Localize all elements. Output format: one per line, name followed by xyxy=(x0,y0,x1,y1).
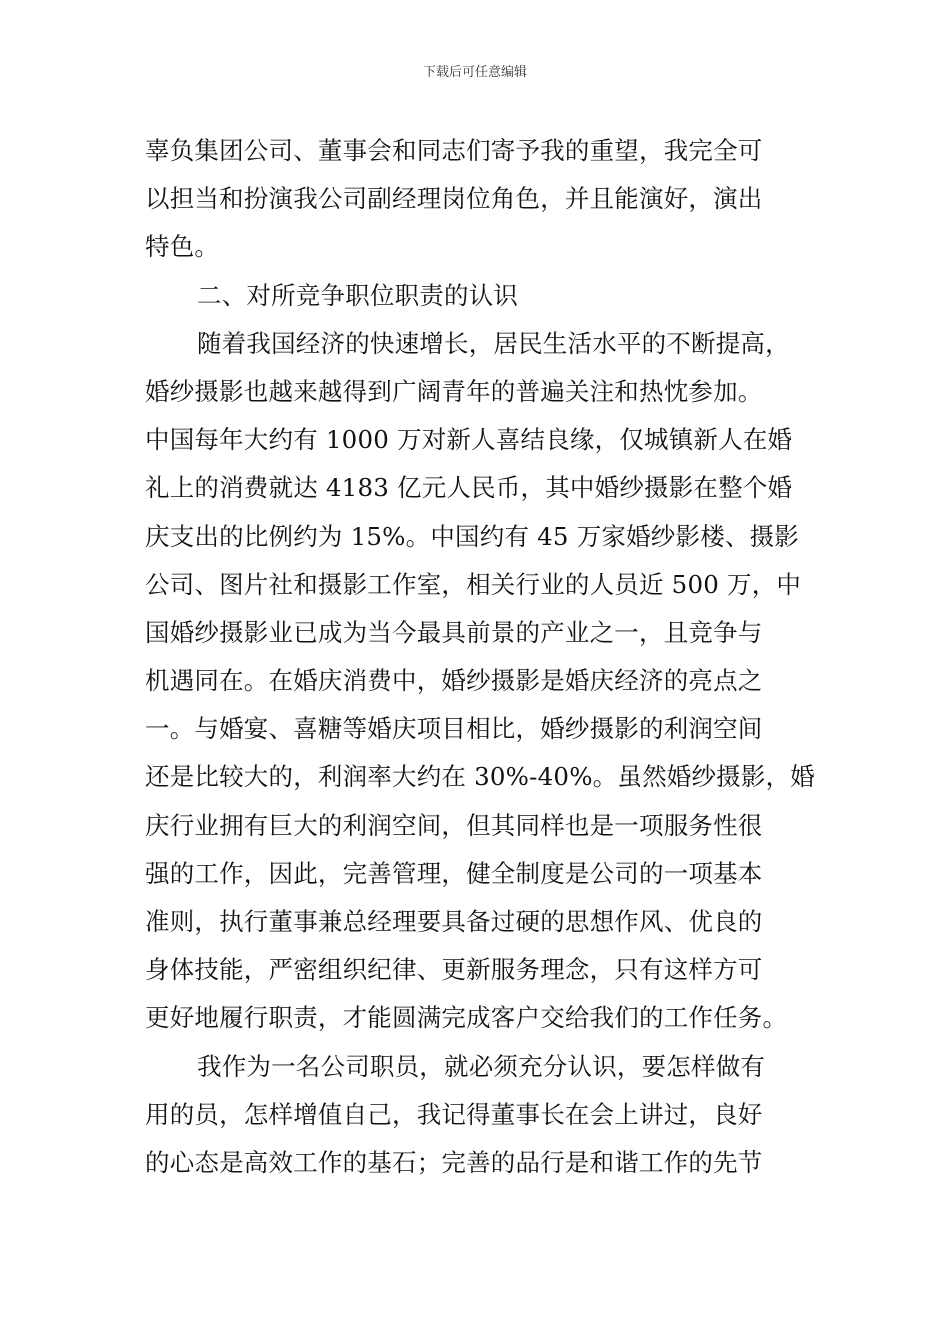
text-line: 的心态是高效工作的基石；完善的品行是和谐工作的先节 xyxy=(145,1147,763,1177)
section-heading: 二、对所竞争职位职责的认识 xyxy=(197,280,519,310)
text-line: 还是比较大的，利润率大约在 30%-40%。虽然婚纱摄影，婚 xyxy=(145,762,815,792)
header-note: 下载后可任意编辑 xyxy=(422,65,527,80)
document-body xyxy=(145,127,815,1187)
text-line: 机遇同在。在婚庆消费中，婚纱摄影是婚庆经济的亮点之 xyxy=(145,666,763,696)
text-line: 辜负集团公司、董事会和同志们寄予我的重望，我完全可 xyxy=(145,136,763,165)
text-line: 礼上的消费就达 4183 亿元人民币，其中婚纱摄影在整个婚 xyxy=(145,473,793,503)
text-line: 一。与婚宴、喜糖等婚庆项目相比，婚纱摄影的利润空间 xyxy=(145,714,763,744)
text-line: 以担当和扮演我公司副经理岗位角色，并且能演好，演出 xyxy=(145,184,763,214)
text-line: 强的工作，因此，完善管理，健全制度是公司的一项基本 xyxy=(145,858,763,888)
text-line: 国婚纱摄影业已成为当今最具前景的产业之一，且竞争与 xyxy=(145,617,763,647)
text-line: 特色。 xyxy=(145,232,220,262)
text-line: 庆支出的比例约为 15%。中国约有 45 万家婚纱影楼、摄影 xyxy=(145,521,799,551)
text-line: 公司、图片社和摄影工作室，相关行业的人员近 500 万，中 xyxy=(145,569,802,599)
text-line: 随着我国经济的快速增长，居民生活水平的不断提高， xyxy=(197,328,790,358)
text-line: 婚纱摄影也越来越得到广阔青年的普遍关注和热忱参加。 xyxy=(145,376,763,406)
text-line: 用的员，怎样增值自己，我记得董事长在会上讲过，良好 xyxy=(145,1099,763,1129)
text-line: 中国每年大约有 1000 万对新人喜结良缘，仅城镇新人在婚 xyxy=(145,425,793,455)
text-line: 庆行业拥有巨大的利润空间，但其同样也是一项服务性很 xyxy=(145,810,763,840)
text-line: 身体技能，严密组织纪律、更新服务理念，只有这样方可 xyxy=(145,955,763,985)
text-line: 准则，执行董事兼总经理要具备过硬的思想作风、优良的 xyxy=(145,907,763,936)
text-line: 更好地履行职责，才能圆满完成客户交给我们的工作任务。 xyxy=(145,1003,788,1033)
text-line: 我作为一名公司职员，就必须充分认识，要怎样做有 xyxy=(197,1051,766,1081)
